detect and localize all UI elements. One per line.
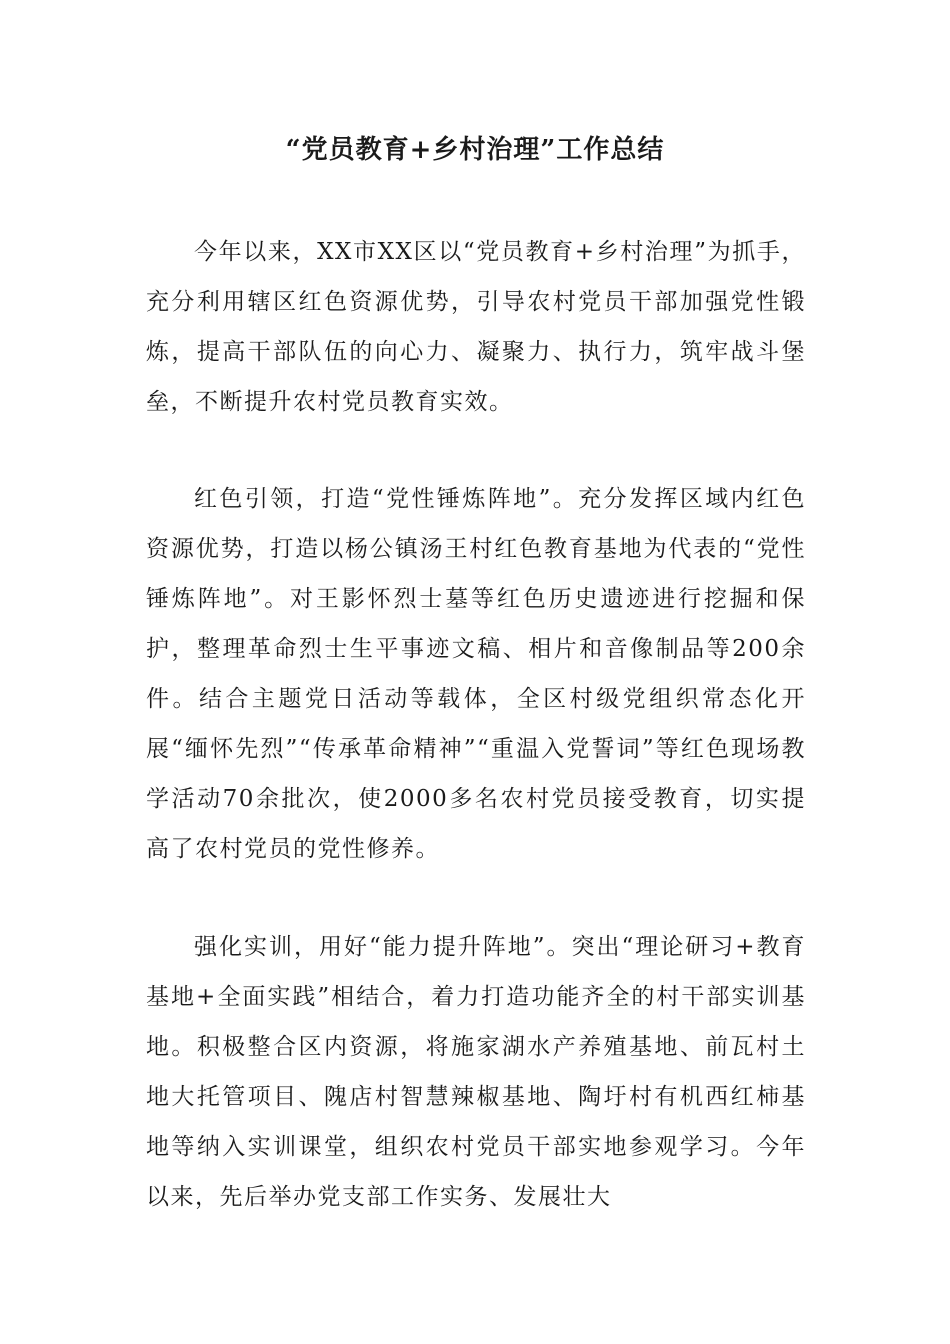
document-title: “党员教育+乡村治理”工作总结: [285, 135, 665, 165]
paragraph-training: 强化实训，用好“能力提升阵地”。突出“理论研习+教育基地+全面实践”相结合，着力打造功能齐全的村干部实训基地。积极整合区内资源，将施家湖水产养殖基地、前瓦村土地大托管项目、隗店村智慧辣椒基地、陶圩村有机西红柿基地等纳入实训课堂，组织农村党员干部实地参观学习。今年以来，先后举办党支部工作实务、发展壮大: [146, 934, 806, 1210]
paragraph-intro: 今年以来，XX市XX区以“党员教育+乡村治理”为抓手，充分利用辖区红色资源优势，引导农村党员干部加强党性锻炼，提高干部队伍的向心力、凝聚力、执行力，筑牢战斗堡垒，不断提升农村党员教育实效。: [146, 239, 806, 415]
paragraph-red-leadership: 红色引领，打造“党性锤炼阵地”。充分发挥区域内红色资源优势，打造以杨公镇汤王村红色教育基地为代表的“党性锤炼阵地”。对王影怀烈士墓等红色历史遗迹进行挖掘和保护，整理革命烈士生平事迹文稿、相片和音像制品等200余件。结合主题党日活动等载体，全区村级党组织常态化开展“缅怀先烈”“传承革命精神”“重温入党誓词”等红色现场教学活动70余批次，使2000多名农村党员接受教育，切实提高了农村党员的党性修养。: [146, 486, 806, 862]
